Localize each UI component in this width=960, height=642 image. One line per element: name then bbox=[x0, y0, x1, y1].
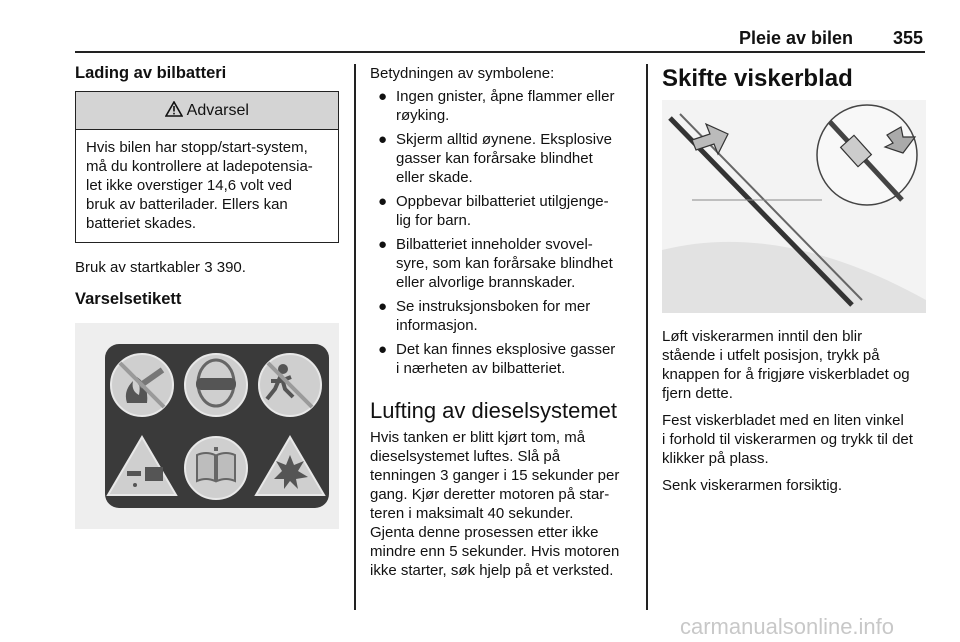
paragraph-line: i forhold til viskerarmen og trykk til det bbox=[662, 431, 913, 448]
paragraph-line: Hvis tanken er blitt kjørt tom, må bbox=[370, 429, 586, 446]
ref-page-link[interactable]: 390. bbox=[216, 259, 246, 276]
paragraph-line: Fest viskerbladet med en liten vinkel bbox=[662, 412, 904, 429]
list-item bbox=[370, 297, 636, 335]
warning-line: batteriet skades. bbox=[86, 215, 197, 232]
watermark-text: carmanualsonline.info bbox=[680, 614, 895, 639]
wiper-paragraph-2 bbox=[662, 411, 926, 468]
warning-header bbox=[76, 92, 338, 130]
list-item bbox=[370, 235, 636, 292]
paragraph-line: fjern dette. bbox=[662, 385, 733, 402]
list-item-line: Skjerm alltid øynene. Eksplosive bbox=[396, 131, 612, 148]
read-manual-icon bbox=[185, 437, 247, 499]
header-rule bbox=[75, 51, 925, 53]
warning-body bbox=[76, 130, 338, 242]
section-heading-wiper: Skifte viskerblad bbox=[662, 65, 853, 92]
page-header bbox=[75, 28, 925, 50]
list-item-line: røyking. bbox=[396, 107, 450, 124]
ref-text: Bruk av startkabler bbox=[75, 259, 201, 276]
warning-line: bruk av batterilader. Ellers kan bbox=[86, 196, 288, 213]
ref-arrow: 3 bbox=[204, 259, 213, 276]
list-item-line: Ingen gnister, åpne flammer eller bbox=[396, 88, 615, 105]
list-item bbox=[370, 130, 636, 187]
list-item-line: Se instruksjonsboken for mer bbox=[396, 298, 591, 315]
list-item-line: syre, som kan forårsake blindhet bbox=[396, 255, 613, 272]
page-title: Pleie av bilen bbox=[738, 28, 853, 48]
bullet-icon: ● bbox=[378, 88, 388, 105]
keep-children-away-icon bbox=[259, 354, 321, 416]
wiper-paragraph-3: Senk viskerarmen forsiktig. bbox=[662, 477, 843, 494]
list-item-line: Det kan finnes eksplosive gasser bbox=[396, 341, 616, 358]
list-item-line: eller alvorlige brannskader. bbox=[396, 274, 576, 291]
battery-label-graphic bbox=[75, 323, 339, 529]
paragraph-line: klikker på plass. bbox=[662, 450, 769, 467]
paragraph-line: tenningen 3 ganger i 15 sekunder per bbox=[370, 467, 620, 484]
paragraph-line: stående i utfelt posisjon, trykk på bbox=[662, 347, 880, 364]
warning-label: Advarsel bbox=[186, 102, 249, 119]
page-number: 355 bbox=[892, 28, 923, 48]
section-heading-charging: Lading av bilbatteri bbox=[75, 64, 227, 82]
list-item-line: Oppbevar bilbatteriet utilgjenge- bbox=[396, 193, 609, 210]
list-item bbox=[370, 192, 636, 230]
list-item-line: informasjon. bbox=[396, 317, 478, 334]
wiper-graphic bbox=[662, 100, 926, 313]
paragraph-line: Gjenta denne prosessen etter ikke bbox=[370, 524, 599, 541]
list-item-line: Bilbatteriet inneholder svovel- bbox=[396, 236, 593, 253]
paragraph-line: knappen for å frigjøre viskerbladet og bbox=[662, 366, 910, 383]
column-2 bbox=[370, 64, 636, 580]
bullet-icon: ● bbox=[378, 236, 388, 253]
column-3 bbox=[662, 64, 926, 495]
column-divider-right bbox=[646, 64, 648, 610]
list-item-line: lig for barn. bbox=[396, 212, 472, 229]
paragraph-line: Løft viskerarmen inntil den blir bbox=[662, 328, 863, 345]
bullet-icon: ● bbox=[378, 131, 388, 148]
warning-triangle-icon bbox=[165, 101, 183, 117]
diesel-paragraph bbox=[370, 428, 636, 580]
paragraph-line: mindre enn 5 sekunder. Hvis motoren bbox=[370, 543, 620, 560]
list-item-line: i nærheten av bilbatteriet. bbox=[396, 360, 566, 377]
paragraph-line: ikke starter, søk hjelp på et verksted. bbox=[370, 562, 614, 579]
subheading-label: Varselsetikett bbox=[75, 290, 182, 308]
symbols-intro: Betydningen av symbolene: bbox=[370, 65, 555, 82]
wiper-paragraph-1 bbox=[662, 327, 926, 403]
section-heading-diesel: Lufting av dieselsystemet bbox=[370, 398, 618, 423]
bullet-icon: ● bbox=[378, 193, 388, 210]
symbol-list bbox=[370, 87, 636, 378]
warning-line: må du kontrollere at ladepotensia- bbox=[86, 158, 313, 175]
list-item bbox=[370, 340, 636, 378]
column-1 bbox=[75, 64, 339, 529]
warning-box bbox=[75, 91, 339, 243]
list-item-line: gasser kan forårsake blindhet bbox=[396, 150, 593, 167]
column-divider-left bbox=[354, 64, 356, 610]
paragraph-line: dieselsystemet luftes. Slå på bbox=[370, 448, 561, 465]
bullet-icon: ● bbox=[378, 341, 388, 358]
bullet-icon: ● bbox=[378, 298, 388, 315]
warning-line: let ikke overstiger 14,6 volt ved bbox=[86, 177, 292, 194]
paragraph-line: teren i maksimalt 40 sekunder. bbox=[370, 505, 574, 522]
list-item bbox=[370, 87, 636, 125]
list-item-line: eller skade. bbox=[396, 169, 473, 186]
wiper-blade-illustration bbox=[662, 100, 926, 313]
paragraph-line: gang. Kjør deretter motoren på star- bbox=[370, 486, 610, 503]
no-fire-smoking-icon bbox=[111, 354, 173, 416]
warning-line: Hvis bilen har stopp/start-system, bbox=[86, 139, 308, 156]
battery-warning-label-image bbox=[75, 323, 339, 529]
eye-protection-icon bbox=[185, 354, 247, 416]
cross-reference bbox=[75, 258, 339, 277]
